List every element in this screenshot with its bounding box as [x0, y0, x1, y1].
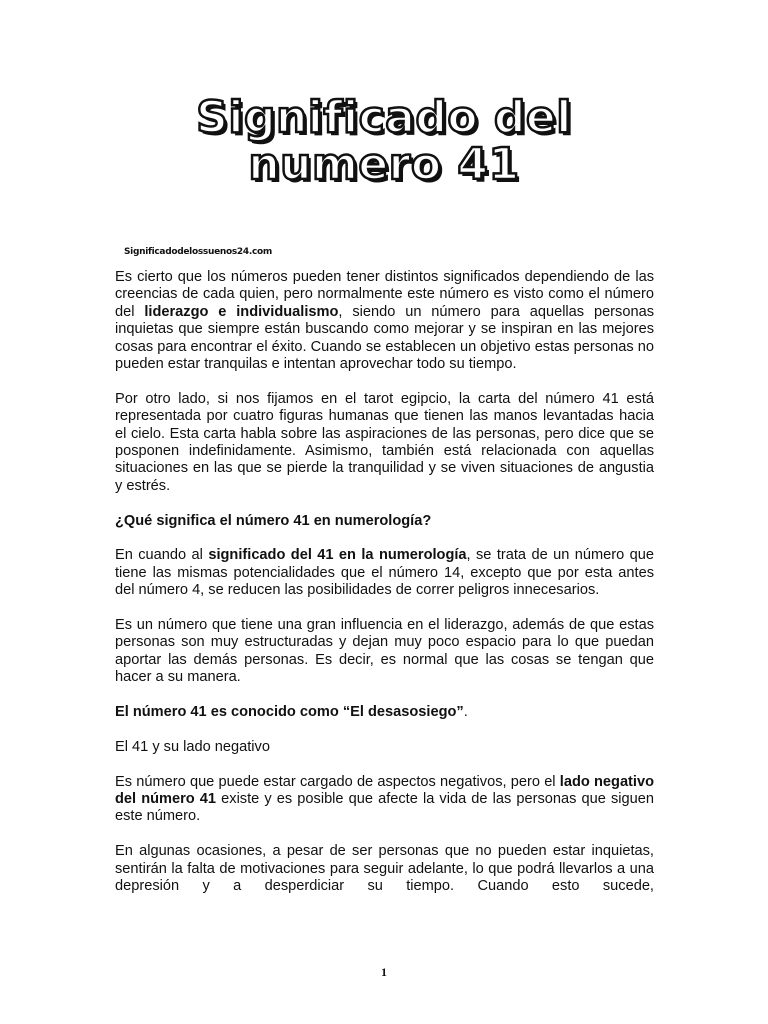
p6-text-c: existe y es posible que afecte la vida de las personas que siguen este número.	[115, 791, 654, 825]
p1-text-a: Es cierto que los números pueden tener distintos significados dependiendo de las creencias de cada quien, pero normalmente este número es visto como el número del	[115, 269, 654, 320]
p1-text-c: , siendo un número para aquellas personas inquietas que siempre están buscando como mejorar y se inspiran en las mejores cosas para encontrar el éxito. Cuando se establecen un objetivo estas personas no pueden estar tranquilas e intentan aprovechar todo su tiempo.	[115, 303, 654, 373]
p6-text-a: Es número que puede estar cargado de aspectos negativos, pero el	[115, 773, 560, 790]
p3-bold: significado del 41 en la numerología	[208, 547, 467, 564]
heading-2-tail: .	[463, 704, 468, 721]
paragraph-2: Por otro lado, si nos fijamos en el tarot egipcio, la carta del número 41 está representada por cuatro figuras humanas que tienen las manos levantadas hacia el cielo. Esta carta habla sobre las aspiraciones de las personas, pero dice que se posponen indefinidamente. Asimismo, también está relacionada con aquellas situaciones en las que se pierde la tranquilidad y se viven situaciones de angustia y estrés.	[115, 390, 654, 494]
site-watermark: Significadodelossuenos24.com	[124, 247, 272, 257]
paragraph-6	[115, 774, 654, 826]
paragraph-3	[115, 547, 654, 599]
heading-1-text: ¿Qué significa el número 41 en numerología?	[115, 512, 432, 529]
page-title	[0, 94, 768, 188]
paragraph-4: Es un número que tiene una gran influencia en el liderazgo, además de que estas personas son muy estructuradas y dejan muy poco espacio para lo que puedan aportar las demás personas. Es decir, es normal que las cosas se tengan que hacer a su manera.	[115, 617, 654, 686]
paragraph-1	[115, 269, 654, 373]
p6-bold: lado negativo del número 41	[115, 773, 655, 808]
heading-2-text: El número 41 es conocido como “El desasosiego”	[115, 704, 464, 721]
paragraph-7: En algunas ocasiones, a pesar de ser personas que no pueden estar inquietas, sentirán la falta de motivaciones para seguir adelante, lo que podrá llevarlos a una depresión y a desperdiciar su tiempo. Cuando esto sucede,	[115, 843, 654, 895]
heading-1	[115, 513, 654, 530]
title-line-2: numero 41	[248, 139, 520, 190]
paragraph-5: El 41 y su lado negativo	[115, 738, 270, 755]
article-body	[115, 269, 654, 913]
title-line-1: Significado del	[196, 92, 572, 143]
p3-text-a: En cuando al	[115, 547, 209, 564]
p1-bold: liderazgo e individualismo	[144, 303, 339, 320]
heading-2	[115, 704, 654, 721]
p3-text-c: , se trata de un número que tiene las mismas potencialidades que el número 14, excepto que por esta antes del número 4, se reducen las posibilidades de correr peligros innecesarios.	[115, 547, 654, 599]
page-number: 1	[381, 965, 387, 979]
